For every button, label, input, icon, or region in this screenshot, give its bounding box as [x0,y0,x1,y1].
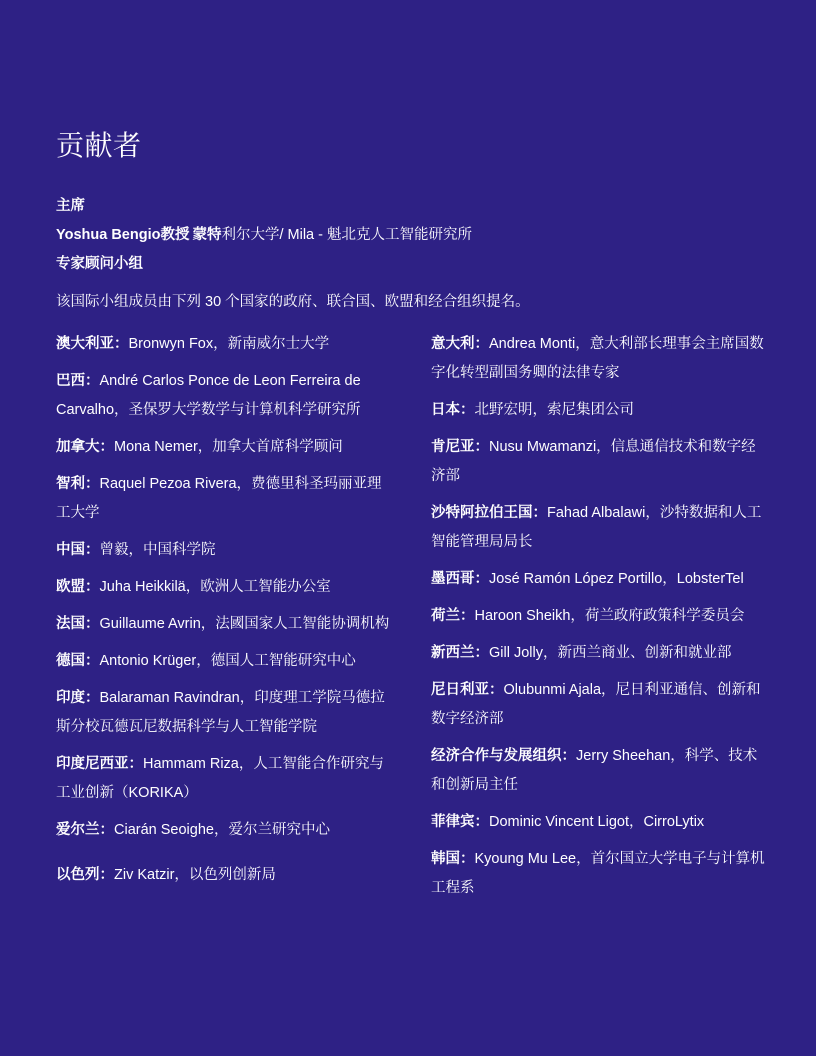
contributor-entry [56,330,391,359]
contributor-text: Nusu Mwamanzi，信息通信技术和数字经济部 [431,439,756,484]
chair-name: Yoshua Bengio教授 [56,227,190,243]
country-label: 爱尔兰： [56,822,114,838]
country-label: 肯尼亚： [431,439,489,455]
contributor-text: Kyoung Mu Lee，首尔国立大学电子与计算机工程系 [431,851,765,896]
country-label: 经济合作与发展组织： [431,748,576,764]
contributor-text: Juha Heikkilä，欧洲人工智能办公室 [99,579,331,595]
contributor-entry [431,396,766,425]
chair-heading: 主席 [56,198,85,214]
contributor-text: Antonio Krüger，德国人工智能研究中心 [99,653,356,669]
contributor-entry [431,499,766,557]
country-label: 欧盟： [56,579,100,595]
contributor-entry [56,816,391,845]
country-label: 韩国： [431,851,475,867]
contributor-text: Bronwyn Fox，新南威尔士大学 [128,336,330,352]
contributor-text: Balaraman Ravindran，印度理工学院马德拉斯分校瓦德瓦尼数据科学与人工智能学院 [56,690,385,735]
country-label: 法国： [56,616,100,632]
contributor-entry [56,367,391,425]
contributor-text: Gill Jolly，新西兰商业、创新和就业部 [489,645,732,661]
panel-heading: 专家顾问小组 [56,256,143,272]
contributor-text: Andrea Monti，意大利部长理事会主席国数字化转型副国务卿的法律专家 [431,336,764,381]
contributor-entry [431,639,766,668]
contributor-text: André Carlos Ponce de Leon Ferreira de Carvalho，圣保罗大学数学与计算机科学研究所 [56,373,361,418]
contributor-entry [56,610,391,639]
country-label: 以色列： [56,867,114,883]
contributor-entry [56,536,391,565]
contributor-text: Fahad Albalawi，沙特数据和人工智能管理局局长 [431,505,762,550]
country-label: 德国： [56,653,100,669]
contributor-entry [431,330,766,388]
contributor-text: Ciarán Seoighe，爱尔兰研究中心 [114,822,330,838]
contributor-text: José Ramón López Portillo，LobsterTel [489,571,744,587]
country-label: 荷兰： [431,608,475,624]
chair-affiliation-bold: 蒙特 [192,227,222,243]
contributor-entry [56,433,391,462]
contributor-text: 曾毅，中国科学院 [99,542,216,558]
page-title: 贡献者 [56,130,142,161]
contributor-text: 北野宏明，索尼集团公司 [474,402,634,418]
country-label: 巴西： [56,373,100,389]
country-label: 智利： [56,476,100,492]
country-label: 日本： [431,402,475,418]
country-label: 尼日利亚： [431,682,504,698]
contributor-text: Ziv Katzir，以色列创新局 [114,867,276,883]
contributor-entry [431,676,766,734]
country-label: 印度： [56,690,100,706]
country-label: 印度尼西亚： [56,756,143,772]
contributor-text: Mona Nemer，加拿大首席科学顾问 [114,439,343,455]
country-label: 加拿大： [56,439,114,455]
right-column [431,330,766,911]
chair-section [56,196,472,274]
left-column [56,330,391,898]
panel-description: 该国际小组成员由下列 30 个国家的政府、联合国、欧盟和经合组织提名。 [56,294,530,310]
contributor-text: Jerry Sheehan，科学、技术和创新局主任 [431,748,758,793]
country-label: 墨西哥： [431,571,489,587]
contributor-entry [56,647,391,676]
contributor-entry [431,565,766,594]
country-label: 意大利： [431,336,489,352]
country-label: 新西兰： [431,645,489,661]
contributor-entry [431,845,766,903]
contributor-text: Olubunmi Ajala，尼日利亚通信、创新和数字经济部 [431,682,761,727]
contributor-entry [56,861,391,890]
contributor-text: Hammam Riza，人工智能合作研究与工业创新（KORIKA） [56,756,384,801]
contributor-text: Dominic Vincent Ligot，CirroLytix [489,814,705,830]
contributor-text: Raquel Pezoa Rivera，费德里科圣玛丽亚理工大学 [56,476,382,521]
contributor-entry [431,742,766,800]
contributor-entry [431,433,766,491]
country-label: 中国： [56,542,100,558]
country-label: 澳大利亚： [56,336,129,352]
contributor-text: Haroon Sheikh，荷兰政府政策科学委员会 [474,608,745,624]
chair-affiliation: 利尔大学/ Mila - 魁北克人工智能研究所 [221,227,472,243]
contributor-entry [56,684,391,742]
contributor-entry [56,470,391,528]
contributor-entry [56,573,391,602]
contributor-entry [431,602,766,631]
country-label: 沙特阿拉伯王国： [431,505,547,521]
contributor-entry [431,808,766,837]
contributor-entry [56,750,391,808]
chair-line [56,225,472,245]
country-label: 菲律宾： [431,814,489,830]
contributor-text: Guillaume Avrin，法國国家人工智能协调机构 [99,616,390,632]
